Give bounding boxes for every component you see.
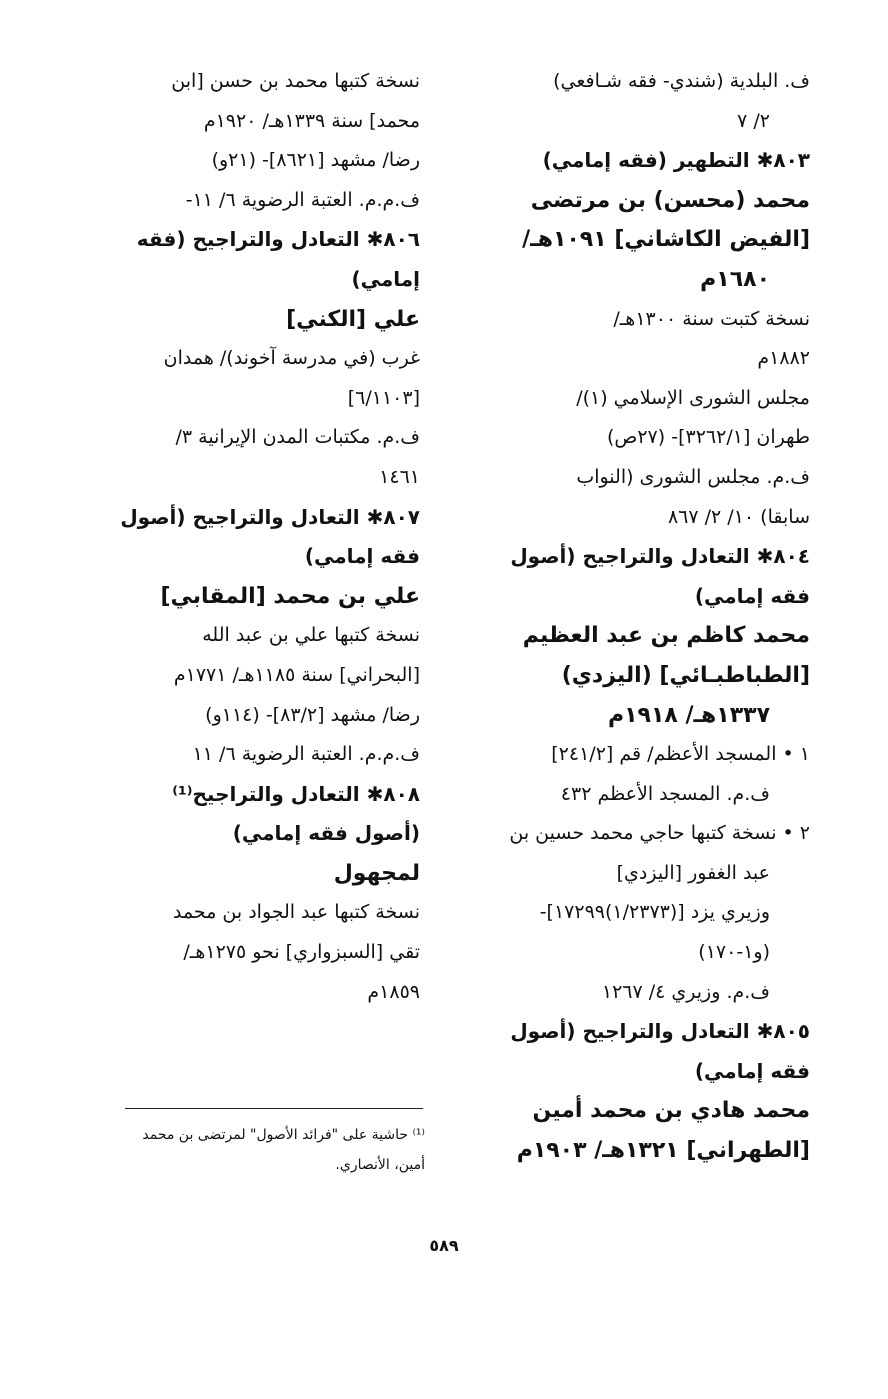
footnote-line: أمين، الأنصاري. <box>335 1157 425 1173</box>
text-line: ١٤٦١ <box>379 465 420 488</box>
text-line: [الطهراني] ١٣٢١هـ/ ١٩٠٣م <box>516 1138 810 1164</box>
text-line: [الفيض الكاشاني] ١٠٩١هـ/ <box>522 227 810 253</box>
text-line: محمد] سنة ١٣٣٩هـ/ ١٩٢٠م <box>203 109 420 132</box>
text-line: ١ • المسجد الأعظم/ قم [٢٤١/٢] <box>551 743 810 766</box>
text-line: غرب (في مدرسة آخوند)/ همدان <box>163 347 420 370</box>
text-line: طهران [٣٢٦٢/١]- (٢٧ص) <box>606 426 810 449</box>
text-line: ٨٠٣✱ التطهير (فقه إمامي) <box>542 148 810 173</box>
text-line: ٨٠٦✱ التعادل والتراجيح (فقه <box>136 227 420 252</box>
text-line: ف.م. المسجد الأعظم ٤٣٢ <box>560 782 770 805</box>
footnote-line: ⁽¹⁾ حاشية على "فرائد الأصول" لمرتضى بن محمد <box>142 1127 425 1143</box>
text-line: لمجهول <box>333 860 420 886</box>
text-line: نسخة كتبت سنة ١٣٠٠هـ/ <box>613 307 810 330</box>
text-line: محمد كاظم بن عبد العظيم <box>522 623 810 649</box>
text-line: ٨٠٥✱ التعادل والتراجيح (أصول <box>510 1019 810 1044</box>
text-line: فقه إمامي) <box>304 544 420 569</box>
text-line: محمد هادي بن محمد أمين <box>532 1098 810 1124</box>
footnote <box>90 1120 425 1180</box>
text-line: ١٨٨٢م <box>757 347 810 370</box>
text-line: [البحراني] سنة ١١٨٥هـ/ ١٧٧١م <box>173 663 420 686</box>
text-line: ١٨٥٩م <box>367 980 420 1003</box>
text-line: ف.م.م. العتبة الرضوية ٦/ ١١- <box>185 188 420 211</box>
footnote-divider <box>125 1108 423 1109</box>
left-column <box>80 62 420 1012</box>
text-line: [الطباطبـائي] (اليزدي) <box>561 662 810 688</box>
text-line: نسخة كتبها عبد الجواد بن محمد <box>172 901 420 924</box>
text-line: ف.م.م. العتبة الرضوية ٦/ ١١ <box>192 743 420 766</box>
text-line: إمامي) <box>351 266 420 291</box>
text-line: ٢ • نسخة كتبها حاجي محمد حسين بن <box>509 822 810 845</box>
text-line: رضا/ مشهد [٨٦٢١]- (٢١و) <box>211 149 420 172</box>
text-line: علي بن محمد [المقابي] <box>160 583 420 609</box>
page-number: ٥٨٩ <box>429 1236 459 1255</box>
text-line: وزيري يزد [(١/٢٣٧٣)١٧٢٩٩]- <box>539 901 770 924</box>
text-line: محمد (محسن) بن مرتضى <box>530 187 810 213</box>
text-line: [٦/١١٠٣] <box>347 386 420 409</box>
text-line: نسخة كتبها محمد بن حسن [ابن <box>171 70 420 92</box>
text-line: ١٦٨٠م <box>700 266 770 292</box>
text-line: فقه إمامي) <box>694 583 810 608</box>
text-line: ١٣٣٧هـ/ ١٩١٨م <box>607 702 770 728</box>
text-line: ف.م. مكتبات المدن الإيرانية ٣/ <box>175 426 420 449</box>
text-line: سابقا) ١٠/ ٢/ ٨٦٧ <box>667 505 810 528</box>
right-column <box>468 62 810 1171</box>
text-line: ٨٠٨✱ التعادل والتراجيح⁽¹⁾ <box>172 781 420 806</box>
text-line: فقه إمامي) <box>694 1058 810 1083</box>
text-line: ف.م. مجلس الشورى (النواب <box>576 465 810 488</box>
text-line: (و١-١٧٠) <box>698 941 770 964</box>
text-line: مجلس الشورى الإسلامي (١)/ <box>576 386 810 409</box>
text-line: تقي [السبزواري] نحو ١٢٧٥هـ/ <box>183 941 420 964</box>
text-line: ٨٠٤✱ التعادل والتراجيح (أصول <box>510 544 810 569</box>
text-line: (أصول فقه إمامي) <box>232 821 420 846</box>
text-line: علي [الكني] <box>286 306 420 332</box>
text-line: ف. البلدية (شندي- فقه شـافعي) <box>553 70 810 92</box>
text-line: عبد الغفور [اليزدي] <box>616 861 770 884</box>
text-line: ٨٠٧✱ التعادل والتراجيح (أصول <box>120 504 420 529</box>
text-line: ف.م. وزيري ٤/ ١٢٦٧ <box>601 980 770 1003</box>
text-line: رضا/ مشهد [٨٣/٢]- (١١٤و) <box>205 703 420 726</box>
text-line: نسخة كتبها علي بن عبد الله <box>202 624 420 647</box>
text-line: ٢/ ٧ <box>737 109 770 132</box>
